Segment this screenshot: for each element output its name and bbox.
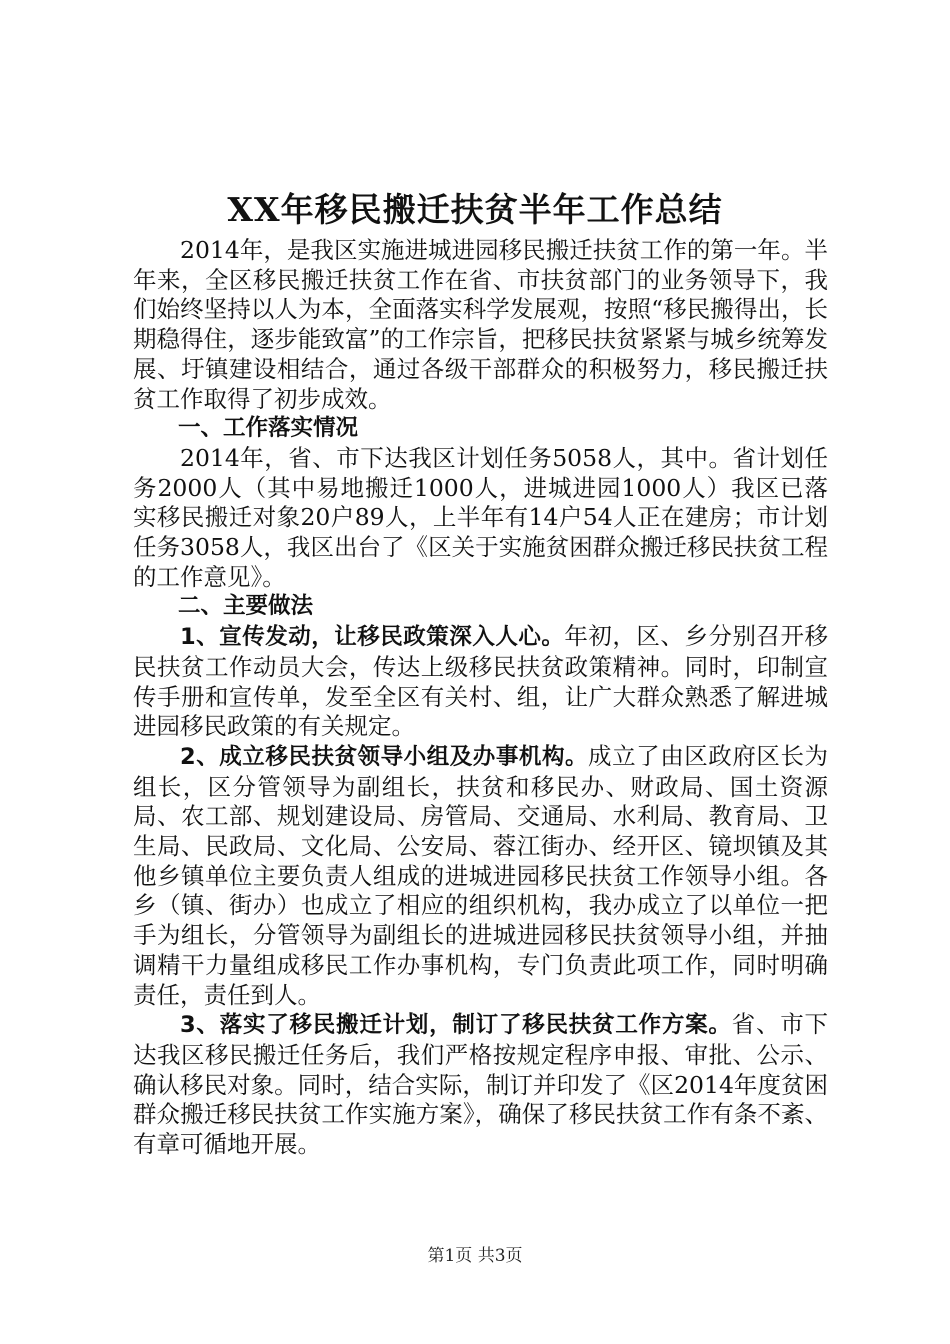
item-lead-2: 2、成立移民扶贫领导小组及办事机构。 [180, 743, 589, 770]
section-heading-1: 一、工作落实情况 [178, 415, 359, 442]
document-title: XX年移民搬迁扶贫半年工作总结 [227, 190, 723, 229]
item-text-2: 成立了由区政府区长为组长，区分管领导为副组长，扶贫和移民办、财政局、国土资源局、农工部、规划建设局、房管局、交通局、水利局、教育局、卫生局、民政局、文化局、公安局、蓉江街办、经开区、镜坝镇及其他乡镇单位主要负责人组成的进城进园移民扶贫工作领导小组。各乡（镇、街办）也成立了相应的组织机构，我办成立了以单位一把手为组长，分管领导为副组长的进城进园移民扶贫领导小组，并抽调精干力量组成移民工作办事机构，专门负责此项工作，同时明确责任，责任到人。 [133, 741, 828, 1009]
item-paragraph-1 [133, 622, 828, 742]
item-lead-1: 1、宣传发动，让移民政策深入人心。 [180, 624, 565, 651]
item-paragraph-2 [133, 742, 828, 1010]
section-paragraph-1: 2014年，省、市下达我区计划任务5058人，其中。省计划任务2000人（其中易地搬迁1000人，进城进园1000人）我区已落实移民搬迁对象20户89人，上半年有14户54人正在建房；市计划任务3058人，我区出台了《区关于实施贫困群众搬迁移民扶贫工程的工作意见》。 [133, 443, 828, 591]
item-paragraph-3 [133, 1010, 828, 1160]
page-number: 第1页 共3页 [427, 1246, 523, 1266]
document-body [133, 236, 828, 1160]
intro-paragraph: 2014年，是我区实施进城进园移民搬迁扶贫工作的第一年。半年来，全区移民搬迁扶贫工作在省、市扶贫部门的业务领导下，我们始终坚持以人为本，全面落实科学发展观，按照“移民搬得出，长期稳得住，逐步能致富”的工作宗旨，把移民扶贫紧紧与城乡统筹发展、圩镇建设相结合，通过各级干部群众的积极努力，移民搬迁扶贫工作取得了初步成效。 [133, 236, 828, 413]
item-text-3: 省、市下达我区移民搬迁任务后，我们严格按规定程序申报、审批、公示、确认移民对象。同时，结合实际，制订并印发了《区2014年度贫困群众搬迁移民扶贫工作实施方案》，确保了移民扶贫工作有条不紊、有章可循地开展。 [133, 1010, 828, 1159]
item-lead-3: 3、落实了移民搬迁计划，制订了移民扶贫工作方案。 [180, 1012, 732, 1039]
item-text-1: 年初，区、乡分别召开移民扶贫工作动员大会，传达上级移民扶贫政策精神。同时，印制宣传手册和宣传单，发至全区有关村、组，让广大群众熟悉了解进城进园移民政策的有关规定。 [133, 622, 829, 741]
section-heading-2: 二、主要做法 [178, 593, 314, 620]
